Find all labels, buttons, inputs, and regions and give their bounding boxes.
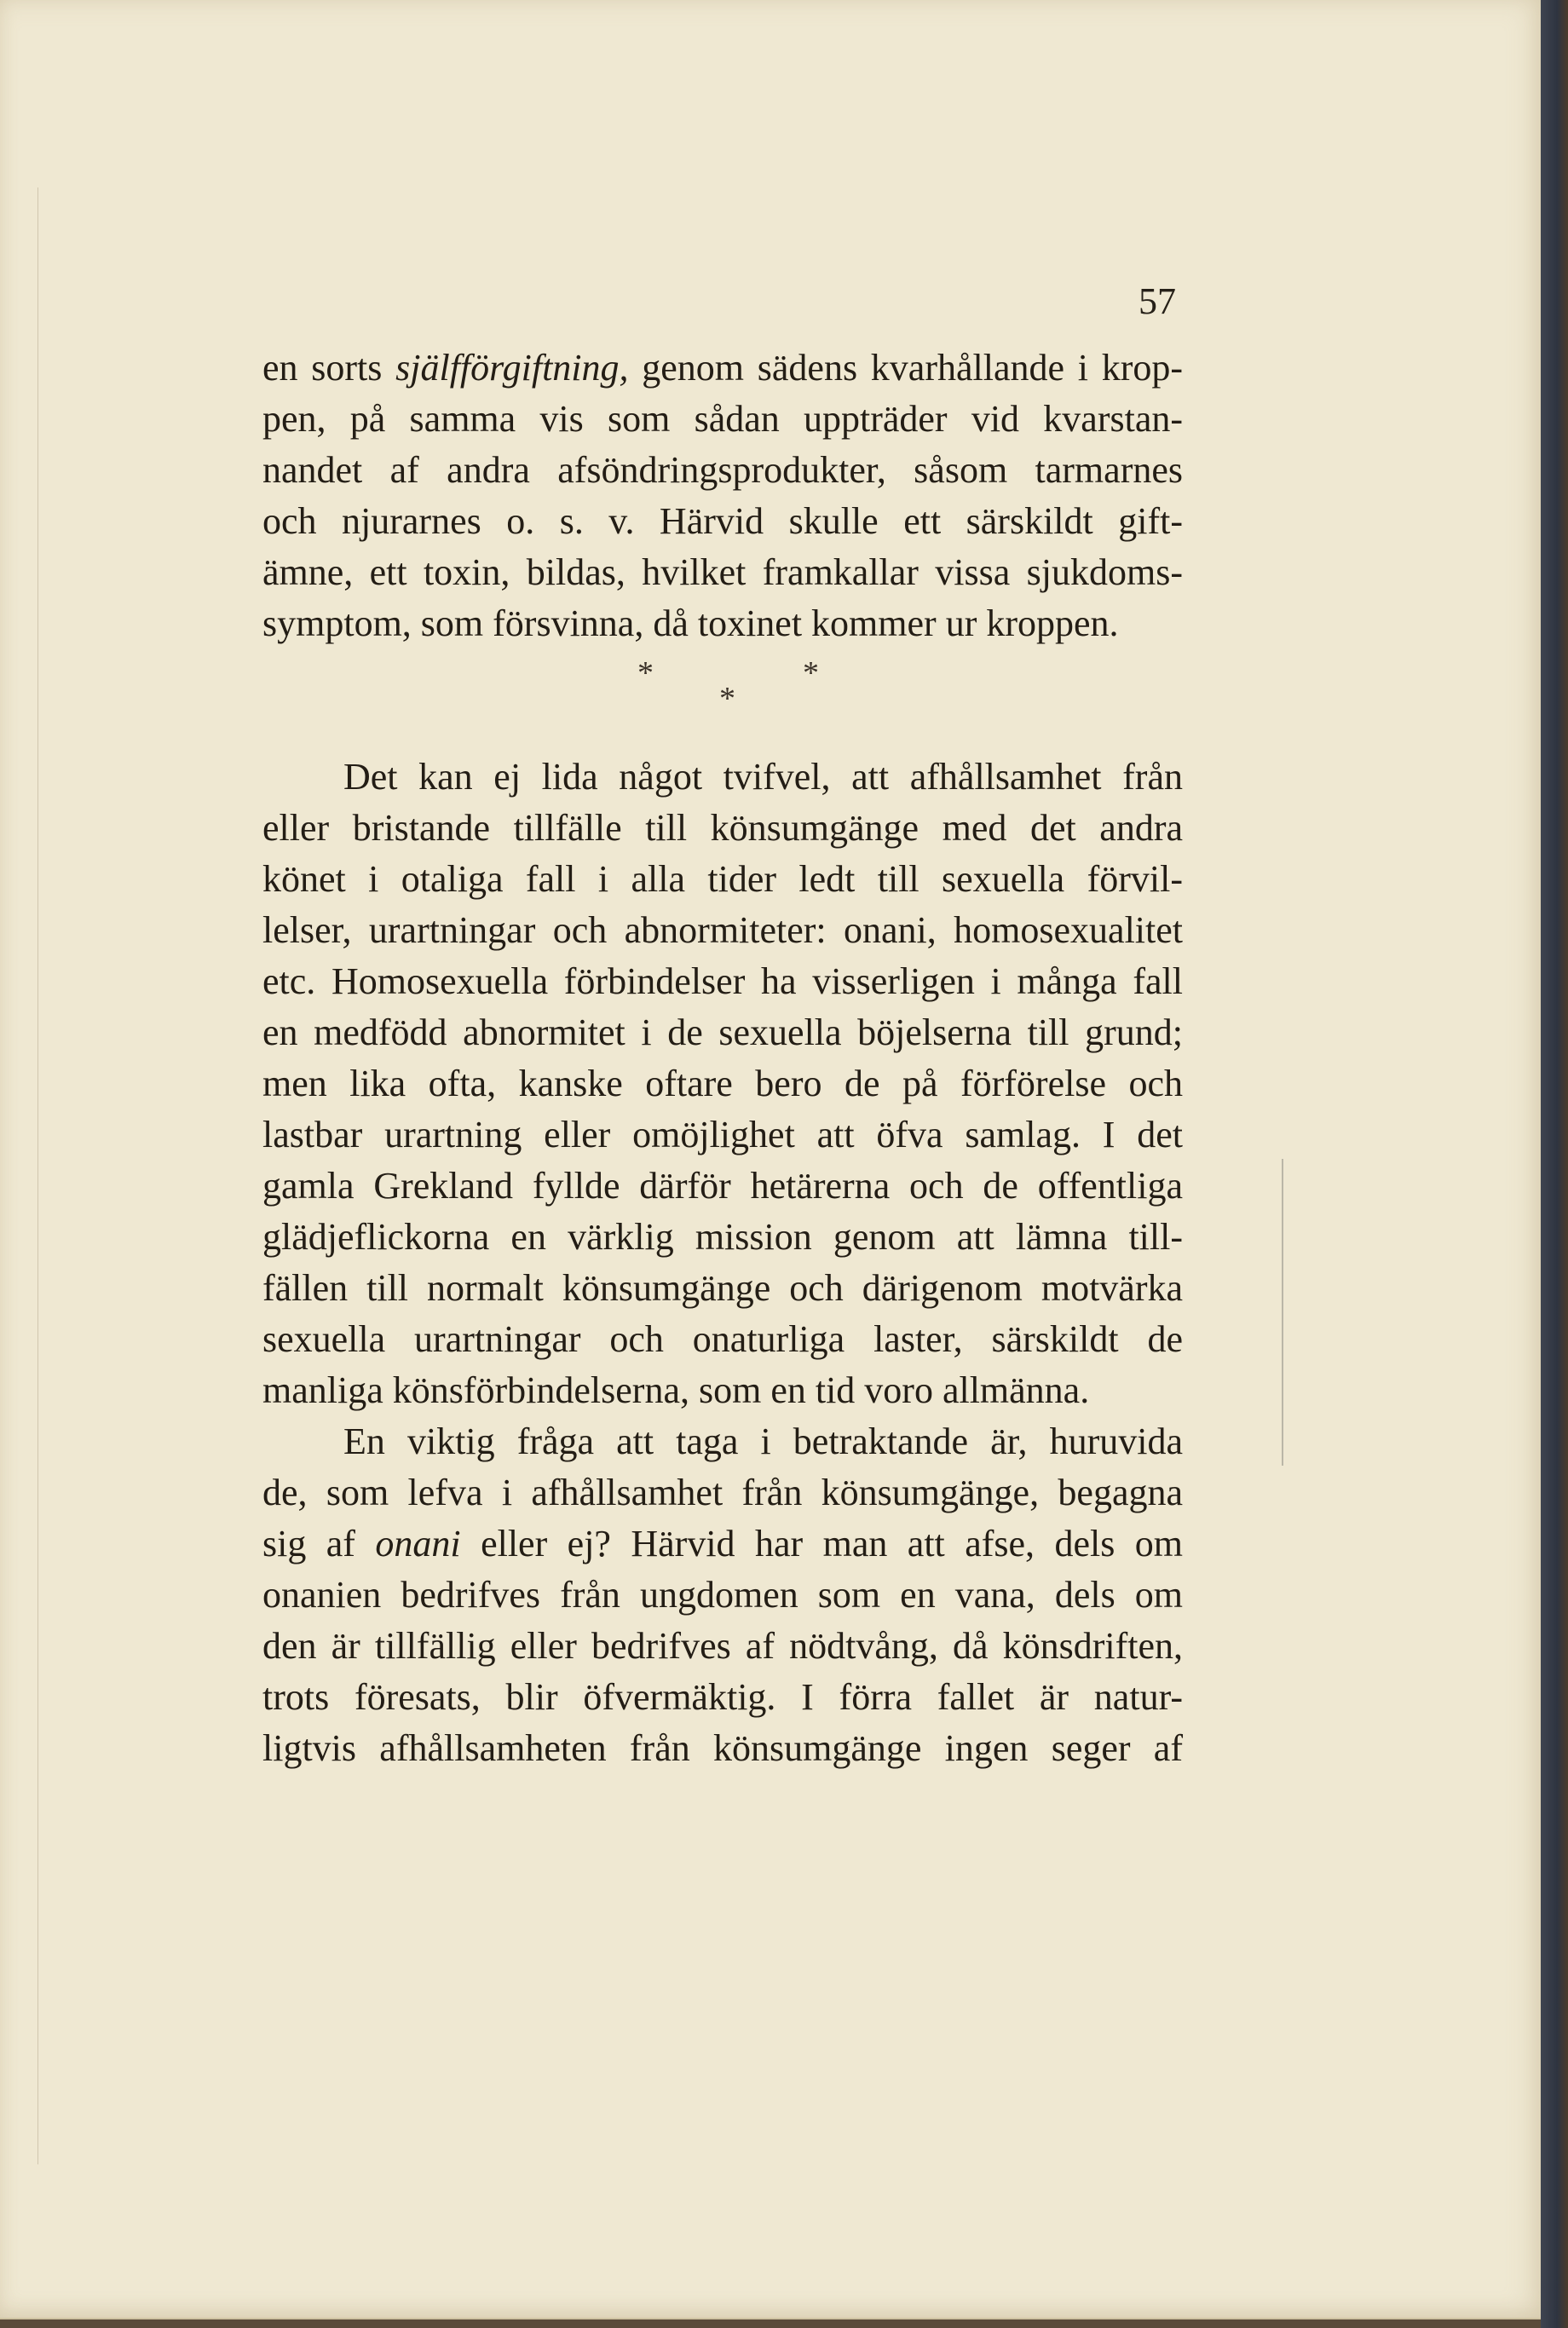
text-line: en sorts själfförgiftning, genom sädens kvarhållande i krop- (262, 347, 1184, 389)
text-line: och njurarnes o. s. v. Härvid skulle ett särskildt gift- (262, 500, 1183, 542)
text-line: Det kan ej lida något tvifvel, att afhållsamhet från (343, 756, 1183, 798)
text-line: sexuella urartningar och onaturliga laster, särskildt de (262, 1318, 1183, 1360)
text-line: manliga könsförbindelserna, som en tid voro allmänna. (262, 1369, 1090, 1411)
text-line: könet i otaliga fall i alla tider ledt till sexuella förvil- (262, 858, 1183, 900)
text-line: gamla Grekland fyllde därför hetärerna och de offentliga (262, 1165, 1183, 1207)
page-number: 57 (1139, 280, 1176, 322)
text-line: pen, på samma vis som sådan uppträder vid kvarstan- (262, 398, 1183, 440)
text-line: eller bristande tillfälle till könsumgänge med det andra (262, 807, 1183, 849)
body-text (262, 343, 1183, 1774)
italic-term: själfförgiftning, (395, 347, 629, 389)
text-line: lastbar urartning eller omöjlighet att öfva samlag. I det (262, 1114, 1183, 1155)
pencil-margin-mark (1282, 1159, 1283, 1466)
text-line: men lika ofta, kanske oftare bero de på förförelse och (262, 1063, 1183, 1104)
text-line: de, som lefva i afhållsamhet från könsumgänge, begagna (262, 1472, 1183, 1513)
text-line: glädjeflickorna en värklig mission genom att lämna till- (262, 1216, 1183, 1258)
asterism-star: * (719, 681, 735, 717)
text-line: den är tillfällig eller bedrifves af nödtvång, då könsdriften, (262, 1625, 1183, 1667)
text-line: nandet af andra afsöndringsprodukter, såsom tarmarnes (262, 449, 1183, 491)
text-line: ämne, ett toxin, bildas, hvilket framkallar vissa sjukdoms- (262, 551, 1183, 593)
text-line: sig af onani eller ej? Härvid har man att afse, dels om (262, 1523, 1184, 1564)
text-line: lelser, urartningar och abnormiteter: onani, homosexualitet (262, 909, 1183, 951)
asterism-star: * (637, 655, 654, 691)
text-line: symptom, som försvinna, då toxinet kommer ur kroppen. (262, 602, 1119, 644)
text-line: etc. Homosexuella förbindelser ha visserligen i många fall (262, 960, 1183, 1002)
book-cover-edge (1541, 0, 1568, 2328)
text-line: onanien bedrifves från ungdomen som en vana, dels om (262, 1574, 1183, 1616)
text-line: trots föresats, blir öfvermäktig. I förra fallet är natur- (262, 1676, 1183, 1718)
gutter-line (37, 187, 38, 2164)
italic-term: onani (375, 1523, 461, 1564)
text-line: fällen till normalt könsumgänge och därigenom motvärka (262, 1267, 1183, 1309)
text-line: en medfödd abnormitet i de sexuella böjelserna till grund; (262, 1011, 1183, 1053)
text-line: En viktig fråga att taga i betraktande är, huruvida (343, 1420, 1183, 1462)
text-line: ligtvis afhållsamheten från könsumgänge ingen seger af (262, 1727, 1183, 1769)
section-asterism (262, 649, 1183, 752)
asterism-star: * (803, 655, 819, 691)
